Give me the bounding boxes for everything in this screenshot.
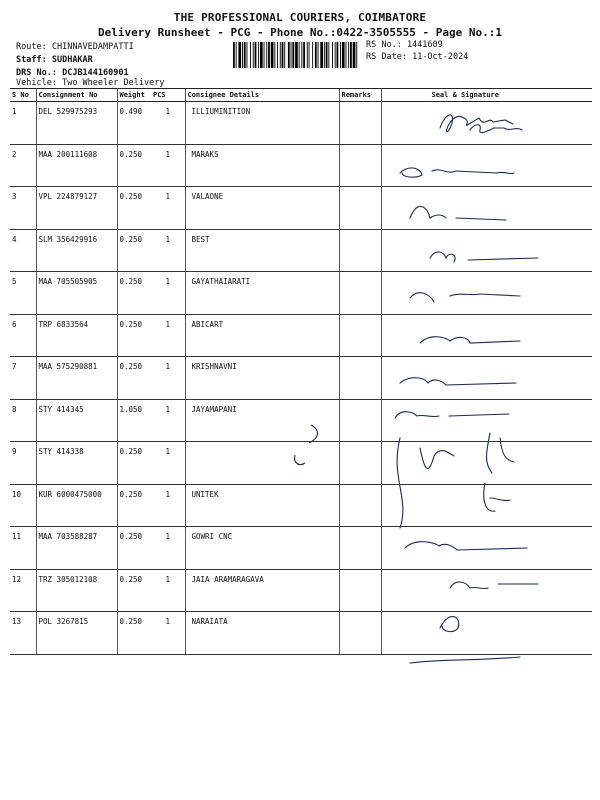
row-weight: 0.250 xyxy=(117,314,151,357)
row-pcs: 1 xyxy=(151,527,185,570)
rs-no-value: 1441609 xyxy=(406,40,443,50)
row-remarks xyxy=(339,187,381,230)
row-sno: 9 xyxy=(10,442,36,485)
table-row xyxy=(10,484,592,527)
row-consignee: NARAIATA xyxy=(185,612,339,655)
row-remarks xyxy=(339,144,381,187)
rs-date-label: RS Date: xyxy=(366,52,407,62)
col-header: Consignment No xyxy=(36,89,117,102)
row-seal-signature xyxy=(381,187,592,230)
table-row xyxy=(10,527,592,570)
row-pcs: 1 xyxy=(151,399,185,442)
row-sno: 1 xyxy=(10,102,36,145)
row-pcs: 1 xyxy=(151,357,185,400)
row-remarks xyxy=(339,527,381,570)
row-pcs: 1 xyxy=(151,272,185,315)
row-pcs: 1 xyxy=(151,229,185,272)
col-header: PCS xyxy=(151,89,185,102)
table-row xyxy=(10,144,592,187)
row-consignee: ABICART xyxy=(185,314,339,357)
row-weight: 0.490 xyxy=(117,102,151,145)
row-pcs: 1 xyxy=(151,187,185,230)
rs-no-line xyxy=(366,40,443,50)
row-sno: 2 xyxy=(10,144,36,187)
row-weight: 0.250 xyxy=(117,569,151,612)
table-row xyxy=(10,102,592,145)
row-seal-signature xyxy=(381,484,592,527)
row-consignment-no: MAA 200111608 xyxy=(36,144,117,187)
row-seal-signature xyxy=(381,144,592,187)
row-weight: 0.250 xyxy=(117,527,151,570)
staff-line xyxy=(16,55,93,65)
row-remarks xyxy=(339,612,381,655)
route-value: CHINNAVEDAMPATTI xyxy=(51,42,134,52)
vehicle-label: Vehicle: xyxy=(16,78,57,88)
pen-scribble xyxy=(285,415,335,475)
row-pcs: 1 xyxy=(151,144,185,187)
row-pcs: 1 xyxy=(151,442,185,485)
row-seal-signature xyxy=(381,357,592,400)
drs-value: DCJB144160901 xyxy=(62,68,129,78)
row-seal-signature xyxy=(381,442,592,485)
row-remarks xyxy=(339,229,381,272)
table-row xyxy=(10,314,592,357)
row-weight: 0.250 xyxy=(117,357,151,400)
row-consignee: BEST xyxy=(185,229,339,272)
row-seal-signature xyxy=(381,314,592,357)
company-title: THE PROFESSIONAL COURIERS, COIMBATORE xyxy=(173,11,427,24)
rs-date-line xyxy=(366,52,468,62)
row-seal-signature xyxy=(381,399,592,442)
table-row xyxy=(10,569,592,612)
row-consignment-no: KUR 6000475000 xyxy=(36,484,117,527)
row-remarks xyxy=(339,102,381,145)
drs-label: DRS No.: xyxy=(16,68,57,78)
row-weight: 0.250 xyxy=(117,442,151,485)
row-consignee: JAYAMAPANI xyxy=(185,399,339,442)
row-pcs: 1 xyxy=(151,569,185,612)
col-header: Consignee Details xyxy=(185,89,339,102)
col-header: Weight xyxy=(117,89,151,102)
row-pcs: 1 xyxy=(151,314,185,357)
row-weight: 0.250 xyxy=(117,229,151,272)
table-row xyxy=(10,272,592,315)
row-seal-signature xyxy=(381,102,592,145)
row-remarks xyxy=(339,569,381,612)
row-weight: 0.250 xyxy=(117,187,151,230)
rs-date-value: 11-Oct-2024 xyxy=(412,52,469,62)
row-consignment-no: STY 414338 xyxy=(36,442,117,485)
col-header: Seal & Signature xyxy=(381,89,592,102)
route-line xyxy=(16,42,134,52)
table-header-row xyxy=(10,89,592,102)
vehicle-value: Two Wheeler Delivery xyxy=(62,78,165,88)
row-consignee: MARAKS xyxy=(185,144,339,187)
row-sno: 13 xyxy=(10,612,36,655)
runsheet-table xyxy=(10,88,592,655)
row-consignment-no: MAA 705505905 xyxy=(36,272,117,315)
row-consignee: GAYATHAIARATI xyxy=(185,272,339,315)
row-sno: 11 xyxy=(10,527,36,570)
rs-no-label: RS No.: xyxy=(366,40,402,50)
row-consignee: UNITEK xyxy=(185,484,339,527)
row-consignment-no: TRP 6833564 xyxy=(36,314,117,357)
row-consignment-no: MAA 703588287 xyxy=(36,527,117,570)
row-consignment-no: VPL 224879127 xyxy=(36,187,117,230)
staff-label: Staff: xyxy=(16,55,47,65)
row-sno: 3 xyxy=(10,187,36,230)
row-sno: 4 xyxy=(10,229,36,272)
row-pcs: 1 xyxy=(151,102,185,145)
row-remarks xyxy=(339,442,381,485)
row-seal-signature xyxy=(381,569,592,612)
table-row xyxy=(10,187,592,230)
row-sno: 12 xyxy=(10,569,36,612)
row-consignee: JAIA ARAMARAGAVA xyxy=(185,569,339,612)
row-remarks xyxy=(339,272,381,315)
row-remarks xyxy=(339,357,381,400)
row-consignee: GOWRI CNC xyxy=(185,527,339,570)
row-pcs: 1 xyxy=(151,612,185,655)
row-sno: 5 xyxy=(10,272,36,315)
drs-line xyxy=(16,68,129,78)
vehicle-line xyxy=(16,78,164,88)
row-sno: 7 xyxy=(10,357,36,400)
route-label: Route: xyxy=(16,42,47,52)
row-sno: 6 xyxy=(10,314,36,357)
row-seal-signature xyxy=(381,272,592,315)
staff-value: SUDHAKAR xyxy=(51,55,93,65)
col-header: S No xyxy=(10,89,36,102)
row-sno: 8 xyxy=(10,399,36,442)
row-remarks xyxy=(339,399,381,442)
row-consignment-no: DEL 529975293 xyxy=(36,102,117,145)
barcode-image xyxy=(233,42,358,68)
row-seal-signature xyxy=(381,229,592,272)
row-remarks xyxy=(339,484,381,527)
table-row xyxy=(10,612,592,655)
row-consignee: ILLIUMINITION xyxy=(185,102,339,145)
row-consignment-no: MAA 575290881 xyxy=(36,357,117,400)
table-row xyxy=(10,357,592,400)
row-consignment-no: POL 3267815 xyxy=(36,612,117,655)
row-sno: 10 xyxy=(10,484,36,527)
row-consignment-no: TRZ 305012108 xyxy=(36,569,117,612)
row-seal-signature xyxy=(381,527,592,570)
row-remarks xyxy=(339,314,381,357)
table-row xyxy=(10,229,592,272)
row-seal-signature xyxy=(381,612,592,655)
row-consignee: VALAONE xyxy=(185,187,339,230)
row-weight: 0.250 xyxy=(117,144,151,187)
runsheet-subtitle: Delivery Runsheet - PCG - Phone No.:0422-3505555 - Page No.:1 xyxy=(98,26,502,39)
row-pcs: 1 xyxy=(151,484,185,527)
row-consignment-no: SLM 356429916 xyxy=(36,229,117,272)
row-consignee: KRISHNAVNI xyxy=(185,357,339,400)
row-weight: 0.250 xyxy=(117,484,151,527)
row-consignment-no: STY 414345 xyxy=(36,399,117,442)
row-weight: 1.050 xyxy=(117,399,151,442)
row-weight: 0.250 xyxy=(117,612,151,655)
col-header: Remarks xyxy=(339,89,381,102)
row-weight: 0.250 xyxy=(117,272,151,315)
